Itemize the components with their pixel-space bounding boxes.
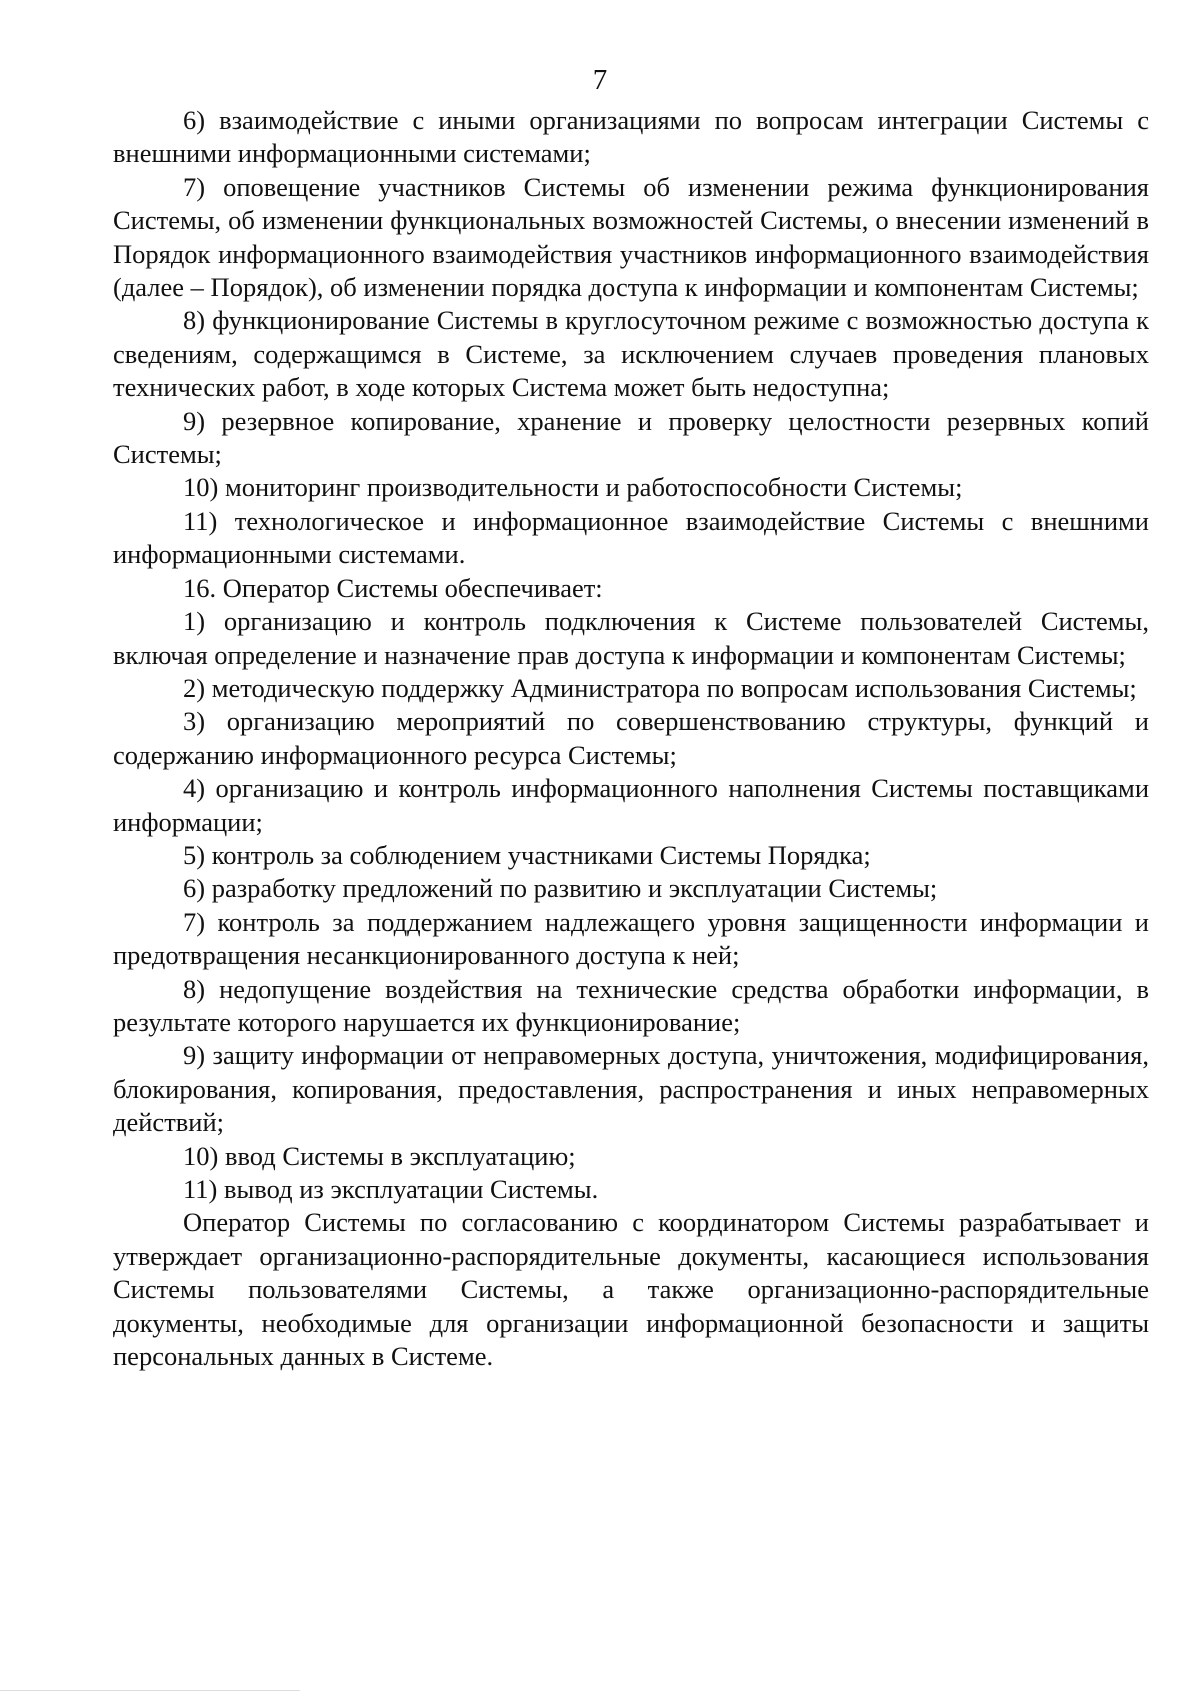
scan-edge-line [0,1690,300,1691]
page-number: 7 [592,64,608,96]
paragraph: 8) недопущение воздействия на технические средства обработки информации, в результате которого нарушается их функционирование; [113,973,1149,1037]
paragraph: 10) ввод Системы в эксплуатацию; [183,1140,576,1171]
paragraph: 6) взаимодействие с иными организациями по вопросам интеграции Системы с внешними информационными системами; [113,105,1149,169]
paragraph: 6) разработку предложений по развитию и эксплуатации Системы; [183,873,938,904]
paragraph: 8) функционирование Системы в круглосуточном режиме с возможностью доступа к сведениям, содержащимся в Системе, за исключением случаев проведения плановых технических работ, в ходе которых Система может быть недоступна; [113,305,1149,403]
paragraph: 11) вывод из эксплуатации Системы. [183,1174,599,1204]
paragraph: 10) мониторинг производительности и работоспособности Системы; [183,472,963,503]
paragraph: 2) методическую поддержку Администратора по вопросам использования Системы; [183,672,1137,703]
paragraph: 11) технологическое и информационное взаимодействие Системы с внешними информационными системами. [113,505,1149,570]
document-body [113,104,1149,1373]
paragraph: 3) организацию мероприятий по совершенствованию структуры, функций и содержанию информационного ресурса Системы; [113,706,1149,770]
paragraph: Оператор Системы по согласованию с координатором Системы разрабатывает и утверждает организационно-распорядительные документы, касающиеся использования Системы пользователями Системы, а также организационно-распорядительные документы, необходимые для организации информационной безопасности и защиты персональных данных в Системе. [113,1207,1149,1372]
paragraph: 9) резервное копирование, хранение и проверку целостности резервных копий Системы; [113,405,1149,470]
paragraph: 1) организацию и контроль подключения к Системе пользователей Системы, включая определение и назначение прав доступа к информации и компонентам Системы; [113,606,1149,670]
paragraph: 9) защиту информации от неправомерных доступа, уничтожения, модифицирования, блокирования, копирования, предоставления, распространения и иных неправомерных действий; [113,1040,1149,1138]
paragraph: 5) контроль за соблюдением участниками Системы Порядка; [183,839,871,870]
section-heading: 16. Оператор Системы обеспечивает: [183,572,603,603]
paragraph: 4) организацию и контроль информационного наполнения Системы поставщиками информации; [113,773,1149,837]
paragraph: 7) оповещение участников Системы об изменении режима функционирования Системы, об изменении функциональных возможностей Системы, о внесении изменений в Порядок информационного взаимодействия участников информационного взаимодействия (далее – Порядок), об изменении порядка доступа к информации и компонентам Системы; [113,171,1149,303]
paragraph: 7) контроль за поддержанием надлежащего уровня защищенности информации и предотвращения несанкционированного доступа к ней; [113,906,1149,971]
